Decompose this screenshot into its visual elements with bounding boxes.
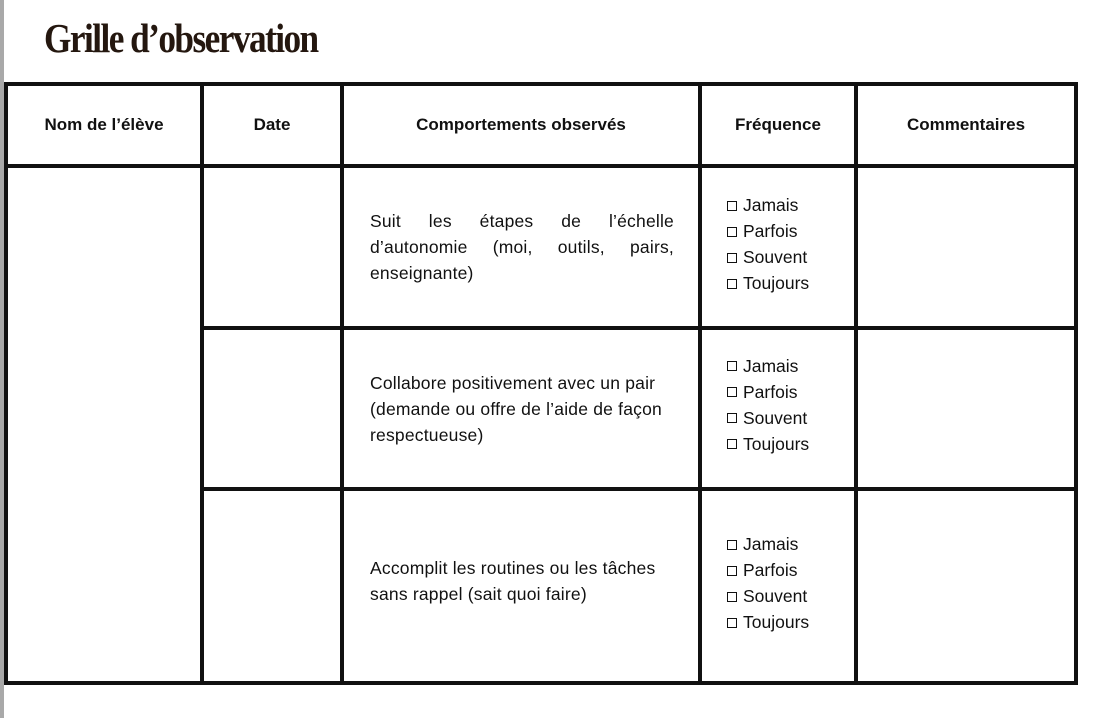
date-cell[interactable] bbox=[204, 330, 340, 487]
option-label: Souvent bbox=[743, 247, 808, 267]
frequency-option-souvent[interactable] bbox=[727, 583, 854, 609]
frequency-option-jamais[interactable] bbox=[727, 531, 854, 557]
frequency-option-toujours[interactable] bbox=[727, 270, 854, 296]
date-cell[interactable] bbox=[204, 491, 340, 681]
option-label: Jamais bbox=[743, 195, 799, 215]
checkbox[interactable] bbox=[727, 387, 737, 397]
option-label: Toujours bbox=[743, 612, 810, 632]
comments-cell[interactable] bbox=[858, 330, 1074, 487]
checkbox[interactable] bbox=[727, 227, 737, 237]
checkbox[interactable] bbox=[727, 566, 737, 576]
header-frequency: Fréquence bbox=[735, 115, 821, 134]
header-comments: Commentaires bbox=[906, 115, 1026, 134]
option-label: Souvent bbox=[743, 407, 808, 428]
page-title: Grille d’observation bbox=[44, 15, 318, 61]
checkbox[interactable] bbox=[727, 253, 737, 263]
checkbox[interactable] bbox=[727, 413, 737, 423]
frequency-option-jamais[interactable] bbox=[727, 353, 854, 379]
option-label: Parfois bbox=[743, 560, 798, 580]
option-label: Jamais bbox=[743, 534, 799, 554]
frequency-option-parfois[interactable] bbox=[727, 557, 854, 583]
checkbox[interactable] bbox=[727, 592, 737, 602]
table-border-right bbox=[1074, 82, 1078, 685]
frequency-option-toujours[interactable] bbox=[727, 609, 854, 635]
checkbox[interactable] bbox=[727, 201, 737, 211]
observation-table bbox=[4, 82, 1078, 685]
behavior-text: Collabore positivement avec un pair (demande ou offre de l’aide de façon respectueuse) bbox=[370, 372, 662, 445]
checkbox[interactable] bbox=[727, 361, 737, 371]
frequency-option-souvent[interactable] bbox=[727, 405, 854, 431]
frequency-cell bbox=[702, 330, 854, 487]
option-label: Toujours bbox=[743, 433, 810, 454]
comments-cell[interactable] bbox=[858, 168, 1074, 326]
frequency-cell bbox=[702, 168, 854, 326]
option-label: Parfois bbox=[743, 221, 798, 241]
frequency-option-parfois[interactable] bbox=[727, 379, 854, 405]
header-date: Date bbox=[253, 115, 291, 134]
behavior-cell bbox=[344, 330, 698, 487]
table-border-bottom bbox=[4, 681, 1078, 685]
frequency-option-parfois[interactable] bbox=[727, 218, 854, 244]
checkbox[interactable] bbox=[727, 279, 737, 289]
header-student-name: Nom de l’élève bbox=[44, 115, 164, 134]
checkbox[interactable] bbox=[727, 618, 737, 628]
option-label: Souvent bbox=[743, 586, 808, 606]
behavior-cell bbox=[344, 168, 698, 326]
frequency-option-souvent[interactable] bbox=[727, 244, 854, 270]
comments-cell[interactable] bbox=[858, 491, 1074, 681]
student-name-cell[interactable] bbox=[8, 168, 200, 681]
frequency-option-jamais[interactable] bbox=[727, 192, 854, 218]
behavior-text: Suit les étapes de l’échelle d’autonomie (moi, outils, pairs, enseignante) bbox=[370, 211, 674, 283]
frequency-cell bbox=[702, 491, 854, 681]
checkbox[interactable] bbox=[727, 540, 737, 550]
behavior-text: Accomplit les routines ou les tâches sans rappel (sait quoi faire) bbox=[370, 558, 656, 604]
header-behaviors: Comportements observés bbox=[416, 115, 626, 134]
option-label: Jamais bbox=[743, 355, 799, 376]
option-label: Toujours bbox=[743, 273, 810, 293]
behavior-cell bbox=[344, 491, 698, 681]
option-label: Parfois bbox=[743, 381, 798, 402]
checkbox[interactable] bbox=[727, 439, 737, 449]
date-cell[interactable] bbox=[204, 168, 340, 326]
frequency-option-toujours[interactable] bbox=[727, 431, 854, 457]
